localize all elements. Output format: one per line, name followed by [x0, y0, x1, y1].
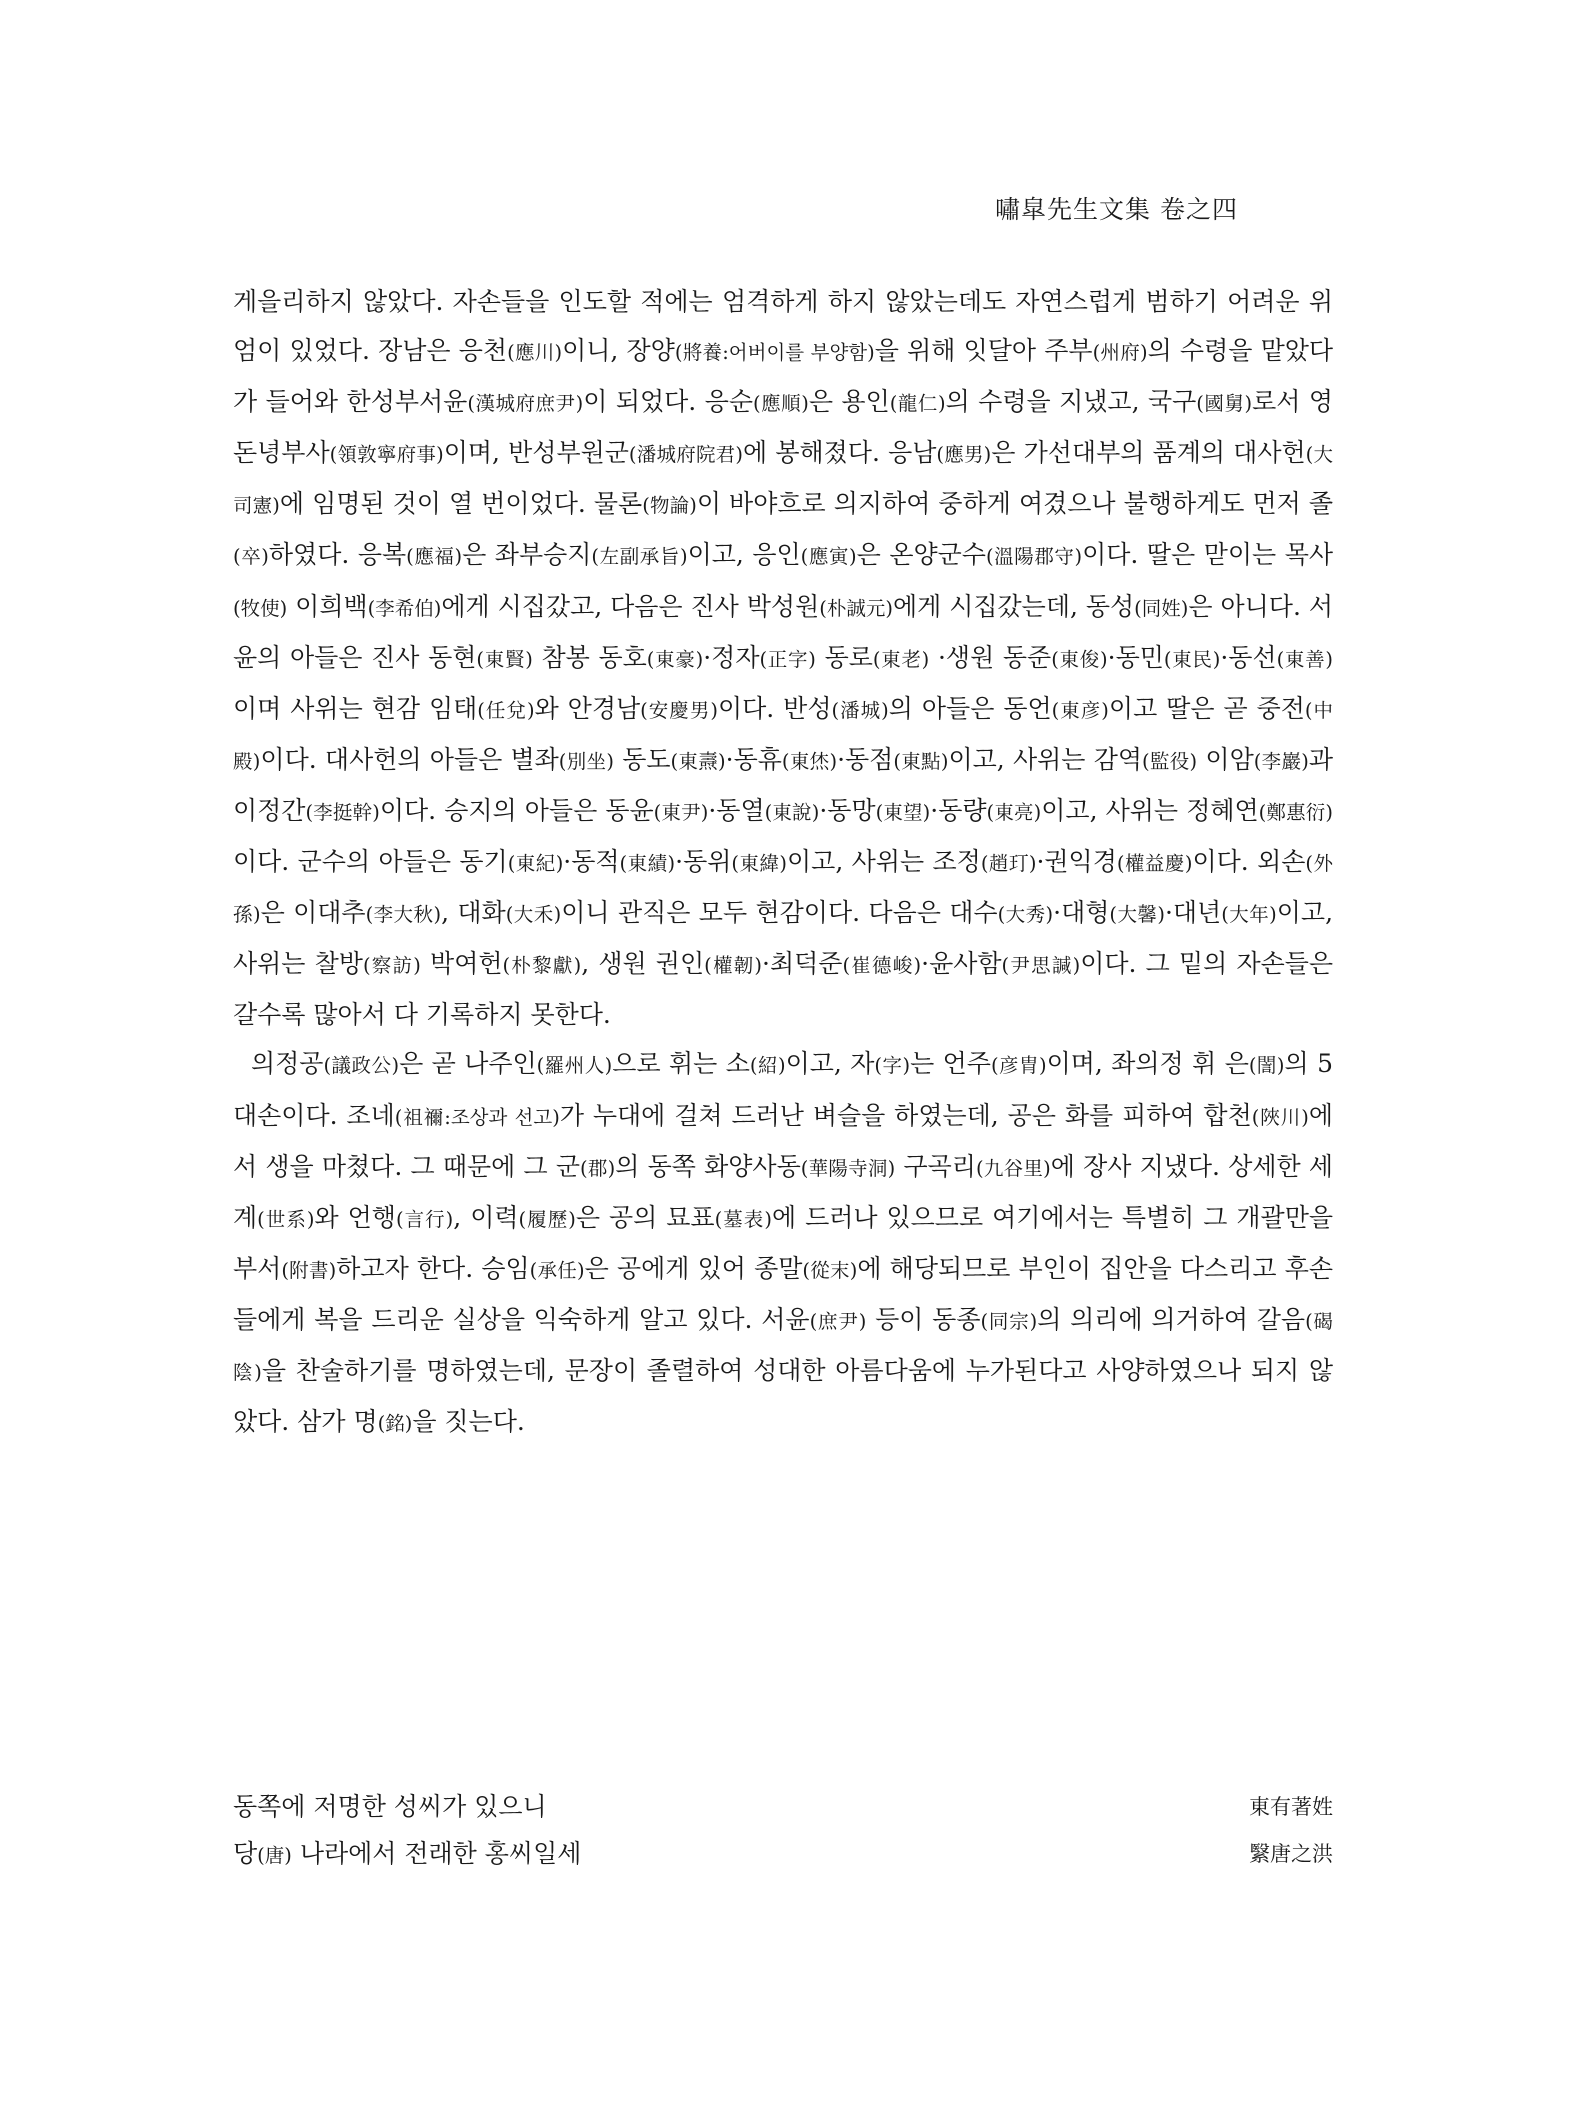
- hanja-annotation: (議政公): [323, 1054, 400, 1078]
- text-run: 등이 동종: [866, 1304, 981, 1334]
- hanja-annotation: (承任): [529, 1258, 585, 1282]
- text-run: 동쪽에 저명한 성씨가 있으니: [233, 1792, 547, 1821]
- text-run: 에게 시집갔는데, 동성: [892, 591, 1135, 621]
- text-run: 은 곧 나주인: [399, 1049, 537, 1079]
- text-run: 에게 시집갔고, 다음은 진사 박성원: [441, 591, 820, 621]
- hanja-annotation: (銘): [377, 1412, 413, 1436]
- hanja-annotation: (陜川): [1251, 1105, 1309, 1129]
- text-run: 이고, 사위는 정혜연: [1041, 795, 1259, 825]
- hanja-annotation: (左副承旨): [591, 545, 688, 569]
- hanja-annotation: (東賢): [476, 647, 533, 671]
- verse-korean: [233, 1790, 547, 1824]
- hanja-annotation: (龍仁): [889, 392, 946, 416]
- text-run: , 대화: [441, 898, 506, 928]
- text-run: 의 수령을 맡았다가 들어와 한성부서윤: [233, 336, 1334, 417]
- text-run: 로서 영돈녕부사: [233, 387, 1334, 468]
- hanja-annotation: (東老): [872, 647, 930, 671]
- hanja-annotation: (東亮): [986, 800, 1042, 824]
- text-run: 이다. 대사헌의 아들은 별좌: [260, 744, 559, 774]
- hanja-annotation: (權益慶): [1116, 852, 1193, 876]
- hanja-annotation: (應男): [936, 443, 992, 467]
- hanja-annotation: (大年): [1221, 903, 1277, 927]
- text-run: 이고 딸은 곧 중전: [1108, 693, 1305, 723]
- hanja-annotation: (東烋): [781, 749, 838, 773]
- text-run: 이며 사위는 현감 임태: [233, 693, 478, 723]
- hanja-annotation: (卒): [233, 545, 269, 569]
- hanja-annotation: (華陽寺洞): [800, 1156, 896, 1180]
- hanja-annotation: (李挺幹): [305, 800, 380, 824]
- text-run: 의정공: [251, 1049, 324, 1079]
- text-run: 이고, 자: [785, 1049, 875, 1079]
- hanja-annotation: (東績): [619, 852, 676, 876]
- hanja-annotation: (尹思諴): [1001, 954, 1081, 978]
- hanja-annotation: (朴黎獻): [502, 954, 582, 978]
- text-run: 이 되었다. 응순: [583, 387, 753, 417]
- hanja-annotation: (從末): [802, 1258, 858, 1282]
- text-run: 은 가선대부의 품계의 대사헌: [991, 438, 1306, 468]
- hanja-annotation: (權韌): [704, 954, 763, 978]
- hanja-annotation: (郡): [580, 1156, 616, 1180]
- text-run: 은 공의 묘표: [575, 1202, 715, 1232]
- text-run: 은 용인: [808, 387, 890, 417]
- text-run: 와 안경남: [534, 693, 641, 723]
- hanja-annotation: (監役): [1142, 749, 1198, 773]
- text-run: ·동휴: [725, 744, 782, 774]
- hanja-annotation: (紹): [749, 1054, 786, 1078]
- text-run: 이다. 외손: [1192, 847, 1306, 877]
- verse-hanja: 東有著姓: [1249, 1795, 1333, 1819]
- text-run: ·동선: [1220, 642, 1277, 672]
- text-run: 에 해당되므로 부인이 집안을 다스리고 후손들에게 복을 드리운 실상을 익숙하게 알고 있다. 서윤: [233, 1253, 1334, 1334]
- hanja-annotation: (同宗): [980, 1309, 1038, 1333]
- hanja-annotation: (潘城): [831, 698, 889, 722]
- text-run: 은 온양군수: [856, 540, 986, 570]
- hanja-annotation: (言行): [395, 1207, 454, 1231]
- hanja-annotation: (應順): [753, 392, 809, 416]
- text-run: 게을리하지 않았다. 자손들을 인도할 적에는 엄격하게 하지 않았는데도 자연스럽게 범하기 어려운 위엄이 있었다. 장남은 응천: [233, 287, 1333, 366]
- text-run: 구곡리: [895, 1151, 976, 1181]
- hanja-annotation: (履歷): [518, 1207, 576, 1231]
- text-run: 가 누대에 걸쳐 드러난 벼슬을 하였는데, 공은 화를 피하여 합천: [559, 1100, 1252, 1130]
- text-run: 이고, 응인: [687, 540, 801, 570]
- text-run: 는 언주: [910, 1049, 991, 1079]
- text-run: 당: [233, 1839, 258, 1868]
- hanja-annotation: (崔德峻): [842, 954, 922, 978]
- text-run: ·권익경: [1036, 847, 1117, 877]
- text-run: ·윤사함: [921, 949, 1002, 979]
- hanja-annotation: (大司憲): [233, 443, 1333, 518]
- hanja-annotation: (東緯): [731, 852, 788, 876]
- text-run: 이다. 딸은 맏이는 목사: [1082, 540, 1334, 570]
- hanja-annotation: (東點): [893, 749, 949, 773]
- text-run: 참봉 동호: [532, 642, 647, 672]
- text-run: 이희백: [287, 591, 368, 621]
- text-run: ·동위: [675, 847, 732, 877]
- text-run: 이고, 사위는 감역: [948, 744, 1142, 774]
- text-run: ·동량: [930, 795, 987, 825]
- hanja-annotation: (別坐): [558, 749, 614, 773]
- text-run: ·동민: [1107, 642, 1164, 672]
- hanja-annotation: (安慶男): [640, 698, 718, 722]
- text-run: 동로: [815, 642, 873, 672]
- text-run: 은 아니다. 서윤의 아들은 진사 동현: [233, 591, 1334, 672]
- hanja-annotation: (庶尹): [809, 1309, 867, 1333]
- text-run: 이고, 사위는 조정: [787, 847, 981, 877]
- text-run: 이 바야흐로 의지하여 중하게 여겼으나 불행하게도 먼저 졸: [696, 489, 1334, 519]
- paragraph-1: [233, 277, 1333, 1039]
- hanja-annotation: (潘城府院君): [628, 443, 744, 467]
- paragraph-2: [233, 1039, 1333, 1448]
- text-run: ·동망: [819, 795, 876, 825]
- text-run: 은 좌부승지: [462, 540, 592, 570]
- hanja-annotation: (唐): [257, 1844, 292, 1867]
- hanja-annotation: (東善): [1276, 647, 1333, 671]
- text-run: 이다. 그 밑의 자손들은 갈수록 많아서 다 기록하지 못한다.: [233, 949, 1334, 1030]
- text-run: ·동점: [837, 744, 894, 774]
- hanja-annotation: (李希伯): [367, 596, 442, 620]
- hanja-annotation: (正字): [759, 647, 816, 671]
- hanja-annotation: (漢城府庶尹): [467, 392, 584, 416]
- text-run: 이니, 장양: [562, 336, 675, 366]
- hanja-annotation: (祖禰:조상과 선고): [394, 1105, 560, 1129]
- hanja-annotation: (羅州人): [536, 1054, 613, 1078]
- text-run: 이암: [1197, 744, 1254, 774]
- text-run: 의 수령을 지냈고, 국구: [945, 387, 1197, 417]
- hanja-annotation: (東彦): [1051, 698, 1109, 722]
- text-run: , 생원 권인: [581, 949, 705, 979]
- hanja-annotation: (大禾): [505, 903, 562, 927]
- text-run: ·정자: [703, 642, 760, 672]
- hanja-annotation: (將養:어버이를 부양함): [674, 341, 875, 365]
- hanja-annotation: (應川): [507, 341, 563, 365]
- hanja-annotation: (溫陽郡守): [985, 545, 1083, 569]
- hanja-annotation: (東說): [764, 800, 820, 824]
- hanja-annotation: (墓表): [714, 1207, 772, 1231]
- text-run: 하였다. 응복: [268, 540, 407, 570]
- hanja-annotation: (鄭惠衍): [1258, 800, 1334, 824]
- text-run: ·대형: [1053, 898, 1110, 928]
- hanja-annotation: (趙玎): [980, 852, 1037, 876]
- text-run: 이다. 승지의 아들은 동윤: [379, 795, 654, 825]
- text-run: 은 이대추: [260, 898, 366, 928]
- text-run: 박여헌: [420, 949, 503, 979]
- hanja-annotation: (國舅): [1196, 392, 1253, 416]
- hanja-annotation: (州府): [1092, 341, 1148, 365]
- hanja-annotation: (九谷里): [975, 1156, 1051, 1180]
- text-run: 을 짓는다.: [412, 1407, 525, 1437]
- text-run: 이다. 군수의 아들은 동기: [233, 847, 508, 877]
- text-run: 에 장사 지냈다. 상세한 세계: [233, 1151, 1334, 1232]
- text-run: 와 언행: [314, 1202, 396, 1232]
- hanja-annotation: (李巖): [1253, 749, 1309, 773]
- hanja-annotation: (大秀): [997, 903, 1054, 927]
- hanja-annotation: (李大秋): [365, 903, 442, 927]
- text-run: 의 동쪽 화양사동: [615, 1151, 801, 1181]
- hanja-annotation: (附書): [281, 1258, 337, 1282]
- hanja-annotation: (誾): [1248, 1054, 1285, 1078]
- hanja-annotation: (朴誠元): [819, 596, 893, 620]
- text-run: 동도: [613, 744, 671, 774]
- text-run: 에 임명된 것이 열 번이었다. 물론: [279, 489, 643, 519]
- hanja-annotation: (東俊): [1051, 647, 1108, 671]
- hanja-annotation: (物論): [642, 494, 697, 518]
- text-run: 을 위해 잇달아 주부: [874, 336, 1093, 366]
- text-run: 나라에서 전래한 홍씨일세: [291, 1839, 582, 1868]
- text-run: 이며, 좌의정 휘 은: [1046, 1049, 1249, 1079]
- verse-korean: [233, 1837, 581, 1873]
- hanja-annotation: (東豪): [646, 647, 704, 671]
- text-run: 의 5대손이다. 조네: [233, 1049, 1333, 1130]
- page-header: 嘯皐先生文集 卷之四: [995, 195, 1238, 224]
- hanja-annotation: (彦胄): [990, 1054, 1047, 1078]
- text-run: 이니 관직은 모두 현감이다. 다음은 대수: [561, 898, 998, 928]
- text-run: 에 봉해졌다. 응남: [743, 438, 937, 468]
- hanja-annotation: (東民): [1163, 647, 1221, 671]
- text-run: 에 드러나 있으므로 여기에서는 특별히 그 개괄만을 부서: [233, 1202, 1334, 1283]
- verse-hanja: 繄唐之洪: [1249, 1842, 1333, 1866]
- hanja-annotation: (東燾): [670, 749, 726, 773]
- hanja-annotation: (牧使): [233, 596, 288, 620]
- text-run: 에서 생을 마쳤다. 그 때문에 그 군: [233, 1100, 1334, 1181]
- hanja-annotation: (應寅): [800, 545, 857, 569]
- text-run: 으로 휘는 소: [612, 1049, 750, 1079]
- hanja-annotation: (大馨): [1109, 903, 1165, 927]
- hanja-annotation: (任兌): [477, 698, 535, 722]
- hanja-annotation: (東尹): [653, 800, 709, 824]
- hanja-annotation: (中殿): [233, 698, 1334, 773]
- text-run: 이고, 사위는 찰방: [233, 898, 1334, 979]
- hanja-annotation: (世系): [257, 1207, 315, 1231]
- text-run: ·최덕준: [762, 949, 843, 979]
- hanja-annotation: (領敦寧府事): [329, 443, 444, 467]
- hanja-annotation: (同姓): [1134, 596, 1189, 620]
- text-run: 과 이정간: [233, 744, 1334, 825]
- hanja-annotation: (東望): [875, 800, 931, 824]
- text-run: 의 의리에 의거하여 갈음: [1037, 1304, 1306, 1334]
- text-run: ·동열: [708, 795, 765, 825]
- text-run: ·동적: [563, 847, 620, 877]
- text-run: 의 아들은 동언: [888, 693, 1052, 723]
- text-run: 을 찬술하기를 명하였는데, 문장이 졸렬하여 성대한 아름다움에 누가된다고 사양하였으나 되지 않았다. 삼가 명: [233, 1355, 1334, 1437]
- hanja-annotation: (外孫): [233, 852, 1333, 927]
- hanja-annotation: (東紀): [507, 852, 564, 876]
- text-run: 이며, 반성부원군: [443, 438, 629, 468]
- text-run: 하고자 한다. 승임: [336, 1253, 530, 1283]
- hanja-annotation: (察訪): [362, 954, 421, 978]
- text-run: ·생원 동준: [929, 642, 1052, 672]
- hanja-annotation: (字): [874, 1054, 911, 1078]
- body-text: [233, 277, 1333, 1448]
- text-run: 은 공에게 있어 종말: [584, 1253, 803, 1283]
- hanja-annotation: (碣陰): [233, 1309, 1334, 1384]
- text-run: ·대년: [1164, 898, 1222, 928]
- text-run: 이다. 반성: [717, 693, 832, 723]
- hanja-annotation: (應福): [406, 545, 463, 569]
- text-run: , 이력: [453, 1202, 519, 1232]
